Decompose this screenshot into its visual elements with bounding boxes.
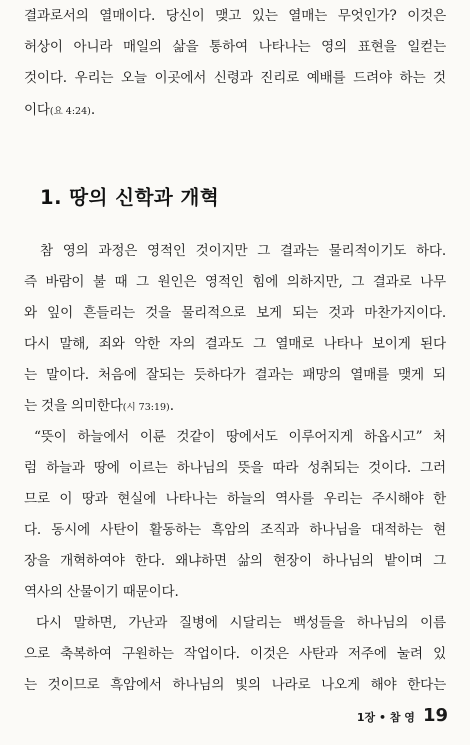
text-span: . xyxy=(169,398,174,414)
text-span: 이다 xyxy=(24,102,50,118)
text-line: 것이다. 우리는 오늘 이곳에서 신령과 진리로 예배를 드려야 하는 것 xyxy=(24,70,446,86)
text-line: 다. 동시에 사탄이 활동하는 흑암의 조직과 하나님을 대적하는 현 xyxy=(24,522,446,538)
text-span: 는 것을 의미한다 xyxy=(24,398,123,414)
scripture-citation: (시 73:19) xyxy=(122,402,170,413)
chapter-label: 1장 • 참 영 xyxy=(356,711,415,724)
text-line: 다시 말해, 죄와 악한 자의 결과도 그 열매로 나타나 보이게 된다 xyxy=(24,336,446,352)
text-line: 장을 개혁하여야 한다. 왜냐하면 삶의 현장이 하나님의 밭이며 그 xyxy=(24,553,446,569)
text-line xyxy=(24,104,446,118)
text-line: 즉 바람이 불 때 그 원인은 영적인 힘에 의하지만, 그 결과로 나무 xyxy=(24,274,446,290)
text-line: 역사의 산물이기 때문이다. xyxy=(24,584,179,600)
text-line: 럼 하늘과 땅에 이르는 하나님의 뜻을 따라 성취되는 것이다. 그러 xyxy=(24,460,446,476)
scripture-citation: (요 4:24) xyxy=(49,106,91,117)
text-line: “뜻이 하늘에서 이룬 것같이 땅에서도 이루어지게 하옵시고” 처 xyxy=(34,429,446,445)
section-heading: 1. 땅의 신학과 개혁 xyxy=(40,186,220,209)
text-line xyxy=(24,400,446,414)
text-line: 허상이 아니라 매일의 삶을 통하여 나타나는 영의 표현을 일컫는 xyxy=(24,39,446,55)
page-footer xyxy=(357,705,448,726)
text-line: 는 말이다. 처음에 잘되는 듯하다가 결과는 패망의 열매를 맺게 되 xyxy=(24,367,446,383)
text-line: 결과로서의 열매이다. 당신이 맺고 있는 열매는 무엇인가? 이것은 xyxy=(24,8,446,24)
text-line: 다시 말하면, 가난과 질병에 시달리는 백성들을 하나님의 이름 xyxy=(36,615,446,631)
text-line: 와 잎이 흔들리는 것을 물리적으로 보게 되는 것과 마찬가지이다. xyxy=(24,305,446,321)
text-line: 는 것이므로 흑암에서 하나님의 빛의 나라로 나오게 해야 한다는 xyxy=(24,677,446,693)
text-line: 므로 이 땅과 현실에 나타나는 하늘의 역사를 우리는 주시해야 한 xyxy=(24,491,446,507)
text-span: . xyxy=(90,102,95,118)
page-number: 19 xyxy=(422,705,448,726)
text-line: 으로 축복하여 구원하는 작업이다. 이것은 사탄과 저주에 눌려 있 xyxy=(24,646,446,662)
text-line: 참 영의 과정은 영적인 것이지만 그 결과는 물리적이기도 하다. xyxy=(40,243,446,259)
